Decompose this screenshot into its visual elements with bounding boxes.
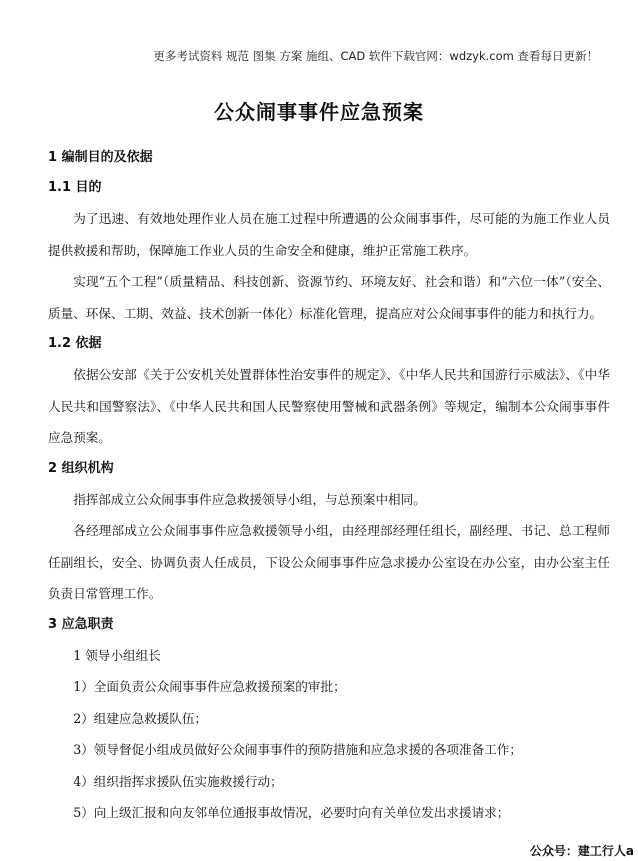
paragraph-organization-1: 指挥部成立公众闹事事件应急救援领导小组，与总预案中相同。 xyxy=(73,491,426,507)
document-title: 公众闹事事件应急预案 xyxy=(214,100,424,124)
list-item: 1 领导小组组长 xyxy=(73,647,161,663)
section-heading-1: 1 编制目的及依据 xyxy=(48,150,153,165)
paragraph-purpose-1: 为了迅速、有效地处理作业人员在施工过程中所遭遇的公众闹事事件，尽可能的为施工作业人员提供救援和帮助，保障施工作业人员的生命安全和健康，维护正常施工秩序。 xyxy=(48,211,610,258)
footer-watermark: 公众号：建工行人a xyxy=(529,844,634,858)
paragraph-purpose-2: 实现“五个工程”（质量精品、科技创新、资源节约、环境友好、社会和谐）和“六位一体”（安全、质量、环保、工期、效益、技术创新一体化）标准化管理，提高应对公众闹事事件的能力和执行力。 xyxy=(48,274,610,321)
document-body xyxy=(48,143,610,829)
section-heading-2: 2 组织机构 xyxy=(48,460,114,476)
section-heading-1-2: 1.2 依据 xyxy=(48,336,102,351)
list-item: 3）领导督促小组成员做好公众闹事事件的预防措施和应急求援的各项准备工作； xyxy=(73,742,522,757)
header-note: 更多考试资料 规范 图集 方案 施组、CAD 软件下载官网：wdzyk.com 查看每日更新！ xyxy=(153,49,598,63)
paragraph-basis: 依据公安部《关于公安机关处置群体性治安事件的规定》、《中华人民共和国游行示威法》、《中华人民共和国警察法》、《中华人民共和国人民警察使用警械和武器条例》等规定，编制本公众闹事事件应急预案。 xyxy=(48,367,610,445)
section-heading-3: 3 应急职责 xyxy=(48,616,114,632)
paragraph-organization-2: 各经理部成立公众闹事事件应急救援领导小组，由经理部经理任组长，副经理、书记、总工程师任副组长，安全、协调负责人任成员，下设公众闹事事件应急求援办公室设在办公室，由办公室主任负责日常管理工作。 xyxy=(48,523,610,601)
section-heading-1-1: 1.1 目的 xyxy=(48,180,102,195)
list-item: 5）向上级汇报和向友邻单位通报事故情况，必要时向有关单位发出求援请求； xyxy=(73,805,510,820)
list-item: 2）组建应急救援队伍； xyxy=(73,710,208,726)
list-item: 1）全面负责公众闹事事件应急救援预案的审批； xyxy=(73,679,346,694)
list-item: 4）组织指挥求援队伍实施救援行动； xyxy=(73,773,283,789)
